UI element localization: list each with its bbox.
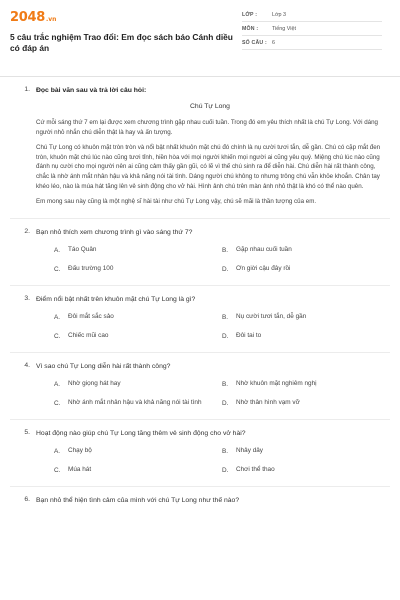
option-letter: C. [54, 399, 61, 407]
answer-option[interactable] [54, 380, 222, 389]
question-text: Bạn nhỏ thể hiện tình cảm của mình với chú Tự Long như thế nào? [36, 496, 240, 504]
option-letter: B. [222, 246, 229, 254]
site-logo[interactable] [10, 10, 240, 26]
option-letter: B. [222, 380, 229, 388]
meta-value: Lớp 3 [272, 11, 287, 18]
meta-row-class [242, 8, 382, 22]
option-text: Nhờ khuôn mặt nghiêm nghị [236, 379, 317, 387]
answer-option[interactable] [222, 246, 390, 255]
page-header [10, 8, 390, 68]
question-divider [10, 486, 390, 487]
meta-value: Tiếng Việt [272, 25, 296, 32]
question-text: Vì sao chú Tự Long diễn hài rất thành công? [36, 362, 171, 370]
option-text: Nhờ giọng hát hay [68, 379, 121, 387]
option-text: Chạy bộ [68, 446, 92, 454]
question-number: 1. [24, 86, 30, 93]
question-text: Bạn nhỏ thích xem chương trình gì vào sáng thứ 7? [36, 228, 193, 236]
option-letter: A. [54, 246, 61, 254]
meta-row-subject [242, 22, 382, 36]
option-letter: B. [222, 447, 229, 455]
option-text: Nụ cười tươi tắn, dễ gần [236, 312, 307, 320]
answer-options [54, 246, 390, 274]
question-number: 2. [24, 227, 30, 235]
meta-value: 6 [272, 39, 275, 46]
answer-option[interactable] [222, 380, 390, 389]
answer-option[interactable] [222, 399, 390, 408]
option-text: Nhờ thân hình vạm vỡ [236, 398, 300, 406]
option-text: Nhờ ánh mắt nhân hậu và khả năng nói tài tình [68, 398, 202, 406]
question-5 [10, 429, 390, 475]
answer-options [54, 313, 390, 341]
answer-option[interactable] [222, 447, 390, 456]
option-letter: D. [222, 265, 229, 273]
question-2 [10, 228, 390, 274]
question-number: 4. [24, 361, 30, 369]
answer-option[interactable] [222, 332, 390, 341]
answer-option[interactable] [222, 265, 390, 274]
option-letter: D. [222, 466, 229, 474]
answer-options [54, 447, 390, 475]
option-letter: B. [222, 313, 229, 321]
passage-title: Chú Tự Long [190, 103, 230, 110]
passage-paragraph: Cứ mỗi sáng thứ 7 em lại được xem chương trình gặp nhau cuối tuần. Trong đó em yêu thích nhất là chú Tự Long. Với dáng người nhỏ nhắn chú diễn thật là hay và ấn tượng. [36, 119, 378, 136]
question-number: 6. [24, 495, 30, 503]
option-letter: D. [222, 332, 229, 340]
question-3 [10, 295, 390, 341]
meta-row-count [242, 36, 382, 50]
option-letter: C. [54, 466, 61, 474]
question-6 [10, 496, 390, 505]
answer-option[interactable] [54, 466, 222, 475]
quiz-meta [242, 8, 382, 68]
question-text: Điểm nổi bật nhất trên khuôn mặt chú Tự Long là gì? [36, 295, 196, 303]
meta-label: SỐ CÂU : [242, 39, 267, 46]
option-text: Ơn giời cậu đây rồi [236, 264, 291, 272]
meta-label: LỚP : [242, 11, 258, 18]
option-text: Gặp nhau cuối tuần [236, 245, 292, 253]
option-letter: A. [54, 447, 61, 455]
answer-option[interactable] [54, 313, 222, 322]
option-text: Đôi tai to [236, 331, 262, 339]
option-letter: C. [54, 265, 61, 273]
option-text: Nhảy dây [236, 446, 263, 454]
logo-text: 2048 [10, 10, 45, 25]
option-text: Chơi thể thao [236, 465, 275, 473]
answer-options [54, 380, 390, 408]
question-number: 3. [24, 294, 30, 302]
question-divider [10, 218, 390, 219]
question-divider [10, 285, 390, 286]
answer-option[interactable] [54, 447, 222, 456]
header-left [10, 8, 240, 68]
option-letter: D. [222, 399, 229, 407]
logo-suffix: .vn [45, 16, 57, 23]
reading-passage [36, 103, 384, 207]
answer-option[interactable] [54, 399, 222, 408]
passage-paragraph: Em mong sau này cũng là một nghệ sĩ hài tài như chú Tự Long vậy, chú sẽ mãi là thần tượng của em. [36, 198, 317, 206]
question-text: Đọc bài văn sau và trả lời câu hỏi: [36, 87, 147, 94]
question-text: Hoạt động nào giúp chú Tự Long tăng thêm vẻ sinh động cho vở hài? [36, 429, 246, 437]
meta-label: MÔN : [242, 25, 259, 32]
answer-option[interactable] [54, 246, 222, 255]
option-text: Đấu trường 100 [68, 264, 114, 272]
answer-option[interactable] [54, 332, 222, 341]
question-divider [10, 352, 390, 353]
option-text: Múa hát [68, 465, 92, 473]
option-text: Đôi mắt sắc sảo [68, 312, 114, 320]
option-text: Táo Quân [68, 245, 97, 253]
option-letter: A. [54, 313, 61, 321]
answer-option[interactable] [54, 265, 222, 274]
question-4 [10, 362, 390, 408]
answer-option[interactable] [222, 313, 390, 322]
question-divider [10, 419, 390, 420]
passage-paragraph: Chú Tự Long có khuôn mặt tròn tròn và nổi bật nhất khuôn mặt chú đó chính là nụ cười tươi tắn, dễ gần. Chú có cặp mắt đen tròn, khuôn mặt chú lúc nào cũng tươi tỉnh, hiền hòa với mọi người khiến mọi người ai cũng yêu quý. Miệng chú lúc nào cũng đánh nụ cười cho mọi người nên ai cũng cảm thấy gần gũi, có lẽ vì thế chú sinh ra để diễn hài. Chú diễn hài rất thành công, chắc là nhờ ánh mắt nhân hậu và khả năng nói tài tình. Dáng người chú không to nhưng trông chú vẫn khỏe khoắn. Chân tay khéo léo, nào là múa hát tăng lên vẻ sinh động cho vở hài. Hình ảnh chú trên màn ảnh nhỏ thật là khó có thể nào quên. [36, 144, 381, 190]
header-divider [0, 76, 400, 77]
question-1 [10, 86, 390, 207]
answer-option[interactable] [222, 466, 390, 475]
page-title: 5 câu trắc nghiệm Trao đổi: Em đọc sách báo Cánh diều có đáp án [10, 32, 233, 53]
option-letter: A. [54, 380, 61, 388]
option-letter: C. [54, 332, 61, 340]
option-text: Chiếc mũi cao [68, 331, 109, 339]
question-number: 5. [24, 428, 30, 436]
